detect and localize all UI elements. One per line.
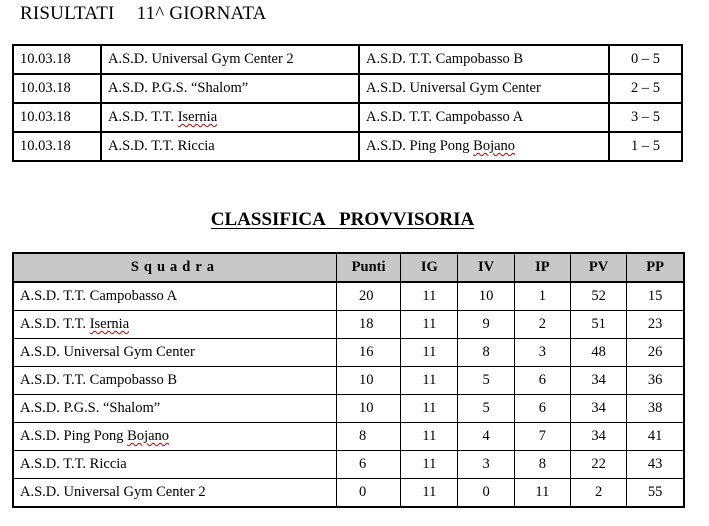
ig-cell: 11 xyxy=(401,311,458,339)
standings-header-row xyxy=(13,253,684,282)
ip-cell: 7 xyxy=(514,423,570,451)
result-row xyxy=(13,45,682,74)
standings-table xyxy=(12,252,685,508)
team-name xyxy=(13,367,336,395)
match-date: 10.03.18 xyxy=(13,74,101,103)
match-date: 10.03.18 xyxy=(13,45,101,74)
ig-cell: 11 xyxy=(401,339,458,367)
pv-cell: 34 xyxy=(570,395,626,423)
ig-cell: 11 xyxy=(401,282,458,311)
home-team xyxy=(101,132,359,161)
match-score: 2 – 5 xyxy=(609,74,682,103)
team-name xyxy=(13,395,336,423)
team-name xyxy=(13,451,336,479)
away-team-text: A.S.D. Ping Pong xyxy=(366,138,474,154)
standings-title: CLASSIFICA PROVVISORIA xyxy=(210,209,475,230)
result-row xyxy=(13,103,682,132)
standings-row xyxy=(13,451,684,479)
points-cell: 16 xyxy=(336,339,400,367)
header-ig: IG xyxy=(401,253,458,282)
pp-cell: 26 xyxy=(627,339,684,367)
away-team xyxy=(359,45,609,74)
team-name-text: A.S.D. P.G.S. “Shalom” xyxy=(20,400,161,416)
iv-cell: 10 xyxy=(458,282,514,311)
pp-cell: 55 xyxy=(627,479,684,508)
pv-cell: 48 xyxy=(570,339,626,367)
iv-cell: 3 xyxy=(458,451,514,479)
iv-cell: 4 xyxy=(458,423,514,451)
header-squadra: Squadra xyxy=(13,253,336,282)
iv-cell: 5 xyxy=(458,395,514,423)
ig-cell: 11 xyxy=(401,367,458,395)
pp-cell: 23 xyxy=(627,311,684,339)
home-team-text: A.S.D. P.G.S. “Shalom” xyxy=(108,80,249,96)
iv-cell: 0 xyxy=(458,479,514,508)
ig-cell: 11 xyxy=(401,479,458,508)
pp-cell: 41 xyxy=(627,423,684,451)
team-name-text: A.S.D. T.T. xyxy=(20,316,90,332)
away-team xyxy=(359,132,609,161)
pp-cell: 15 xyxy=(627,282,684,311)
points-cell: 8 xyxy=(336,423,400,451)
home-team-text: A.S.D. T.T. Riccia xyxy=(108,138,215,154)
team-name-text: A.S.D. T.T. Riccia xyxy=(20,456,127,472)
standings-row xyxy=(13,395,684,423)
header-pv: PV xyxy=(570,253,626,282)
away-team xyxy=(359,74,609,103)
standings-row xyxy=(13,339,684,367)
team-name-text: A.S.D. Universal Gym Center 2 xyxy=(20,484,206,500)
pv-cell: 52 xyxy=(570,282,626,311)
standings-row xyxy=(13,479,684,508)
home-team-text: A.S.D. T.T. xyxy=(108,109,178,125)
home-team xyxy=(101,74,359,103)
standings-row xyxy=(13,311,684,339)
home-team xyxy=(101,103,359,132)
pv-cell: 2 xyxy=(570,479,626,508)
iv-cell: 8 xyxy=(458,339,514,367)
home-team-flagged-word: Isernia xyxy=(177,109,218,125)
away-team xyxy=(359,103,609,132)
header-pp: PP xyxy=(627,253,684,282)
team-name xyxy=(13,423,336,451)
ig-cell: 11 xyxy=(401,423,458,451)
ip-cell: 6 xyxy=(514,367,570,395)
result-row xyxy=(13,74,682,103)
standings-row xyxy=(13,282,684,311)
points-cell: 18 xyxy=(336,311,400,339)
iv-cell: 5 xyxy=(458,367,514,395)
team-name-text: A.S.D. Ping Pong xyxy=(20,428,128,444)
pp-cell: 36 xyxy=(627,367,684,395)
match-score: 3 – 5 xyxy=(609,103,682,132)
ig-cell: 11 xyxy=(401,451,458,479)
ig-cell: 11 xyxy=(401,395,458,423)
home-team-text: A.S.D. Universal Gym Center 2 xyxy=(108,51,294,67)
team-name-text: A.S.D. T.T. Campobasso A xyxy=(20,288,178,304)
team-name xyxy=(13,282,336,311)
points-cell: 20 xyxy=(336,282,400,311)
pv-cell: 34 xyxy=(570,367,626,395)
ip-cell: 3 xyxy=(514,339,570,367)
points-cell: 10 xyxy=(336,395,400,423)
team-name-flagged-word: Isernia xyxy=(89,316,130,332)
results-table xyxy=(12,44,683,162)
away-team-text: A.S.D. Universal Gym Center xyxy=(366,80,541,96)
away-team-flagged-word: Bojano xyxy=(473,138,516,154)
away-team-text: A.S.D. T.T. Campobasso B xyxy=(366,51,524,67)
team-name-flagged-word: Bojano xyxy=(127,428,170,444)
pv-cell: 34 xyxy=(570,423,626,451)
header-punti: Punti xyxy=(336,253,400,282)
match-date: 10.03.18 xyxy=(13,132,101,161)
pv-cell: 22 xyxy=(570,451,626,479)
standings-row xyxy=(13,367,684,395)
match-score: 1 – 5 xyxy=(609,132,682,161)
team-name xyxy=(13,311,336,339)
points-cell: 0 xyxy=(336,479,400,508)
team-name-text: A.S.D. Universal Gym Center xyxy=(20,344,195,360)
ip-cell: 1 xyxy=(514,282,570,311)
iv-cell: 9 xyxy=(458,311,514,339)
team-name xyxy=(13,479,336,508)
team-name xyxy=(13,339,336,367)
pp-cell: 43 xyxy=(627,451,684,479)
standings-row xyxy=(13,423,684,451)
results-title xyxy=(20,3,267,25)
points-cell: 6 xyxy=(336,451,400,479)
result-row xyxy=(13,132,682,161)
match-score: 0 – 5 xyxy=(609,45,682,74)
results-title-round: 11^ GIORNATA xyxy=(136,3,267,24)
results-title-word: RISULTATI xyxy=(20,3,115,24)
ip-cell: 11 xyxy=(514,479,570,508)
match-date: 10.03.18 xyxy=(13,103,101,132)
away-team-text: A.S.D. T.T. Campobasso A xyxy=(366,109,524,125)
home-team xyxy=(101,45,359,74)
header-ip: IP xyxy=(514,253,570,282)
ip-cell: 6 xyxy=(514,395,570,423)
pp-cell: 38 xyxy=(627,395,684,423)
pv-cell: 51 xyxy=(570,311,626,339)
header-iv: IV xyxy=(458,253,514,282)
points-cell: 10 xyxy=(336,367,400,395)
team-name-text: A.S.D. T.T. Campobasso B xyxy=(20,372,178,388)
ip-cell: 2 xyxy=(514,311,570,339)
ip-cell: 8 xyxy=(514,451,570,479)
